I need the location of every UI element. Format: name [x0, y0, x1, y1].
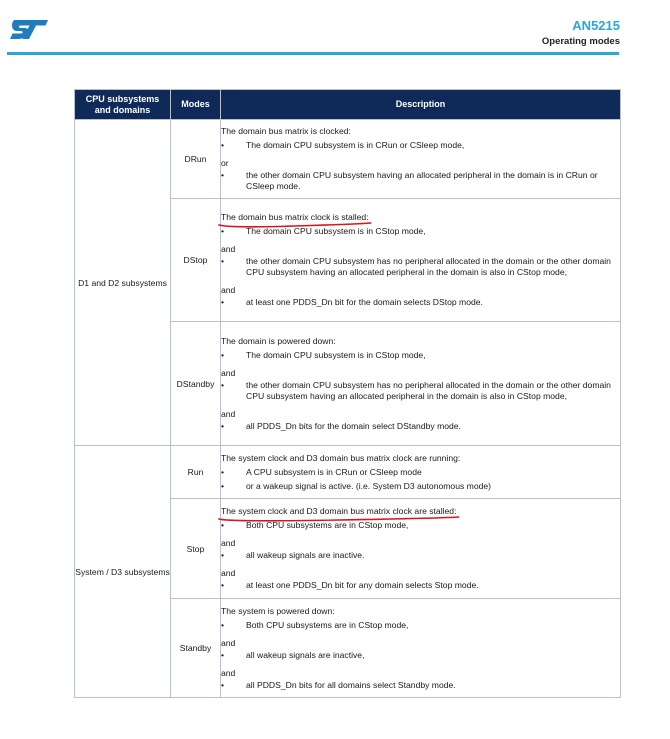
bullet-marker: •	[221, 170, 225, 180]
bullet-item	[221, 256, 620, 278]
bullet-item	[221, 680, 620, 691]
table-row	[75, 446, 621, 499]
bullet-marker: •	[221, 466, 225, 477]
conjunction: and	[221, 408, 236, 419]
table-header-row	[75, 90, 621, 120]
bullet-text: all wakeup signals are inactive.	[246, 550, 365, 560]
bullet-item	[221, 170, 620, 192]
bullet-item	[221, 350, 620, 361]
bullet-item	[221, 226, 620, 237]
conjunction: or	[221, 158, 229, 168]
bullet-marker: •	[221, 379, 225, 390]
bullet-text: The domain CPU subsystem is in CStop mode,	[246, 349, 426, 360]
conjunction: and	[221, 568, 236, 578]
conjunction: and	[221, 667, 236, 678]
bullet-item	[221, 481, 620, 492]
bullet-marker: •	[221, 550, 225, 560]
mode-cell: Run	[171, 446, 221, 499]
bullet-text: or a wakeup signal is active. (i.e. System D3 autonomous mode)	[246, 480, 492, 491]
bullet-marker: •	[221, 580, 225, 590]
header-domains: CPU subsystems and domains	[75, 90, 171, 120]
description-lead: The system clock and D3 domain bus matrix clock are running:	[221, 452, 461, 463]
mode-cell: DStandby	[171, 322, 221, 446]
description-cell	[221, 199, 621, 322]
mode-cell: Standby	[171, 599, 221, 698]
description-cell	[221, 120, 621, 199]
section-title: Operating modes	[541, 36, 620, 47]
bullet-text: Both CPU subsystems are in CStop mode,	[246, 619, 409, 630]
bullet-item	[221, 380, 620, 402]
bullet-text: all PDDS_Dn bits for the domain select DStandby mode.	[246, 420, 461, 431]
table-body	[75, 120, 621, 698]
description-cell	[221, 599, 621, 698]
bullet-marker: •	[221, 480, 225, 491]
conjunction: and	[221, 367, 236, 378]
bullet-item	[221, 467, 620, 478]
mode-cell: DRun	[171, 120, 221, 199]
bullet-item	[221, 140, 620, 151]
bullet-text: A CPU subsystem is in CRun or CSleep mode	[246, 466, 422, 477]
operating-modes-table	[74, 89, 621, 698]
bullet-text: Both CPU subsystems are in CStop mode,	[246, 520, 409, 530]
bullet-text: at least one PDDS_Dn bit for any domain selects Stop mode.	[246, 580, 479, 590]
conjunction: and	[221, 244, 236, 254]
bullet-text: the other domain CPU subsystem has no peripheral allocated in the domain or the other domain CPU subsystem having an allocated peripheral in the domain is also in CStop mode,	[246, 256, 611, 277]
bullet-item	[221, 297, 620, 308]
domain-cell: System / D3 subsystems	[75, 446, 171, 698]
mode-cell: DStop	[171, 199, 221, 322]
description-cell	[221, 499, 621, 599]
bullet-marker: •	[221, 140, 225, 150]
description-cell	[221, 322, 621, 446]
bullet-text: the other domain CPU subsystem has no peripheral allocated in the domain or the other domain CPU subsystem having an allocated peripheral in the domain is also in CStop mode,	[246, 379, 611, 401]
conjunction: and	[221, 285, 236, 295]
table-row	[75, 120, 621, 199]
bullet-item	[221, 421, 620, 432]
description-lead: The domain is powered down:	[221, 335, 336, 346]
bullet-marker: •	[221, 297, 225, 307]
description-lead: The domain bus matrix is clocked:	[221, 126, 351, 136]
header-modes: Modes	[171, 90, 221, 120]
description-cell	[221, 446, 621, 499]
bullet-text: all wakeup signals are inactive,	[246, 649, 365, 660]
domain-cell: D1 and D2 subsystems	[75, 120, 171, 446]
header-description: Description	[221, 90, 621, 120]
header-rule	[7, 52, 619, 55]
bullet-item	[221, 650, 620, 661]
bullet-marker: •	[221, 649, 225, 660]
bullet-item	[221, 520, 620, 531]
description-lead: The system is powered down:	[221, 605, 335, 616]
bullet-marker: •	[221, 420, 225, 431]
bullet-marker: •	[221, 349, 225, 360]
bullet-text: the other domain CPU subsystem having an allocated peripheral in the domain is in CRun or CSleep mode.	[246, 170, 598, 191]
document-id: AN5215	[572, 18, 620, 33]
bullet-item	[221, 580, 620, 591]
description-lead: The system clock and D3 domain bus matrix clock are stalled:	[221, 506, 457, 516]
mode-cell: Stop	[171, 499, 221, 599]
bullet-item	[221, 620, 620, 631]
bullet-marker: •	[221, 226, 225, 236]
bullet-text: The domain CPU subsystem is in CRun or CSleep mode,	[246, 140, 465, 150]
conjunction: and	[221, 637, 236, 648]
bullet-item	[221, 550, 620, 561]
bullet-marker: •	[221, 619, 225, 630]
description-lead: The domain bus matrix clock is stalled:	[221, 212, 369, 222]
conjunction: and	[221, 538, 236, 548]
bullet-text: at least one PDDS_Dn bit for the domain selects DStop mode.	[246, 297, 483, 307]
st-logo	[8, 18, 50, 40]
bullet-text: all PDDS_Dn bits for all domains select Standby mode.	[246, 679, 456, 690]
bullet-marker: •	[221, 256, 225, 266]
bullet-marker: •	[221, 520, 225, 530]
bullet-marker: •	[221, 679, 225, 690]
bullet-text: The domain CPU subsystem is in CStop mode,	[246, 226, 426, 236]
